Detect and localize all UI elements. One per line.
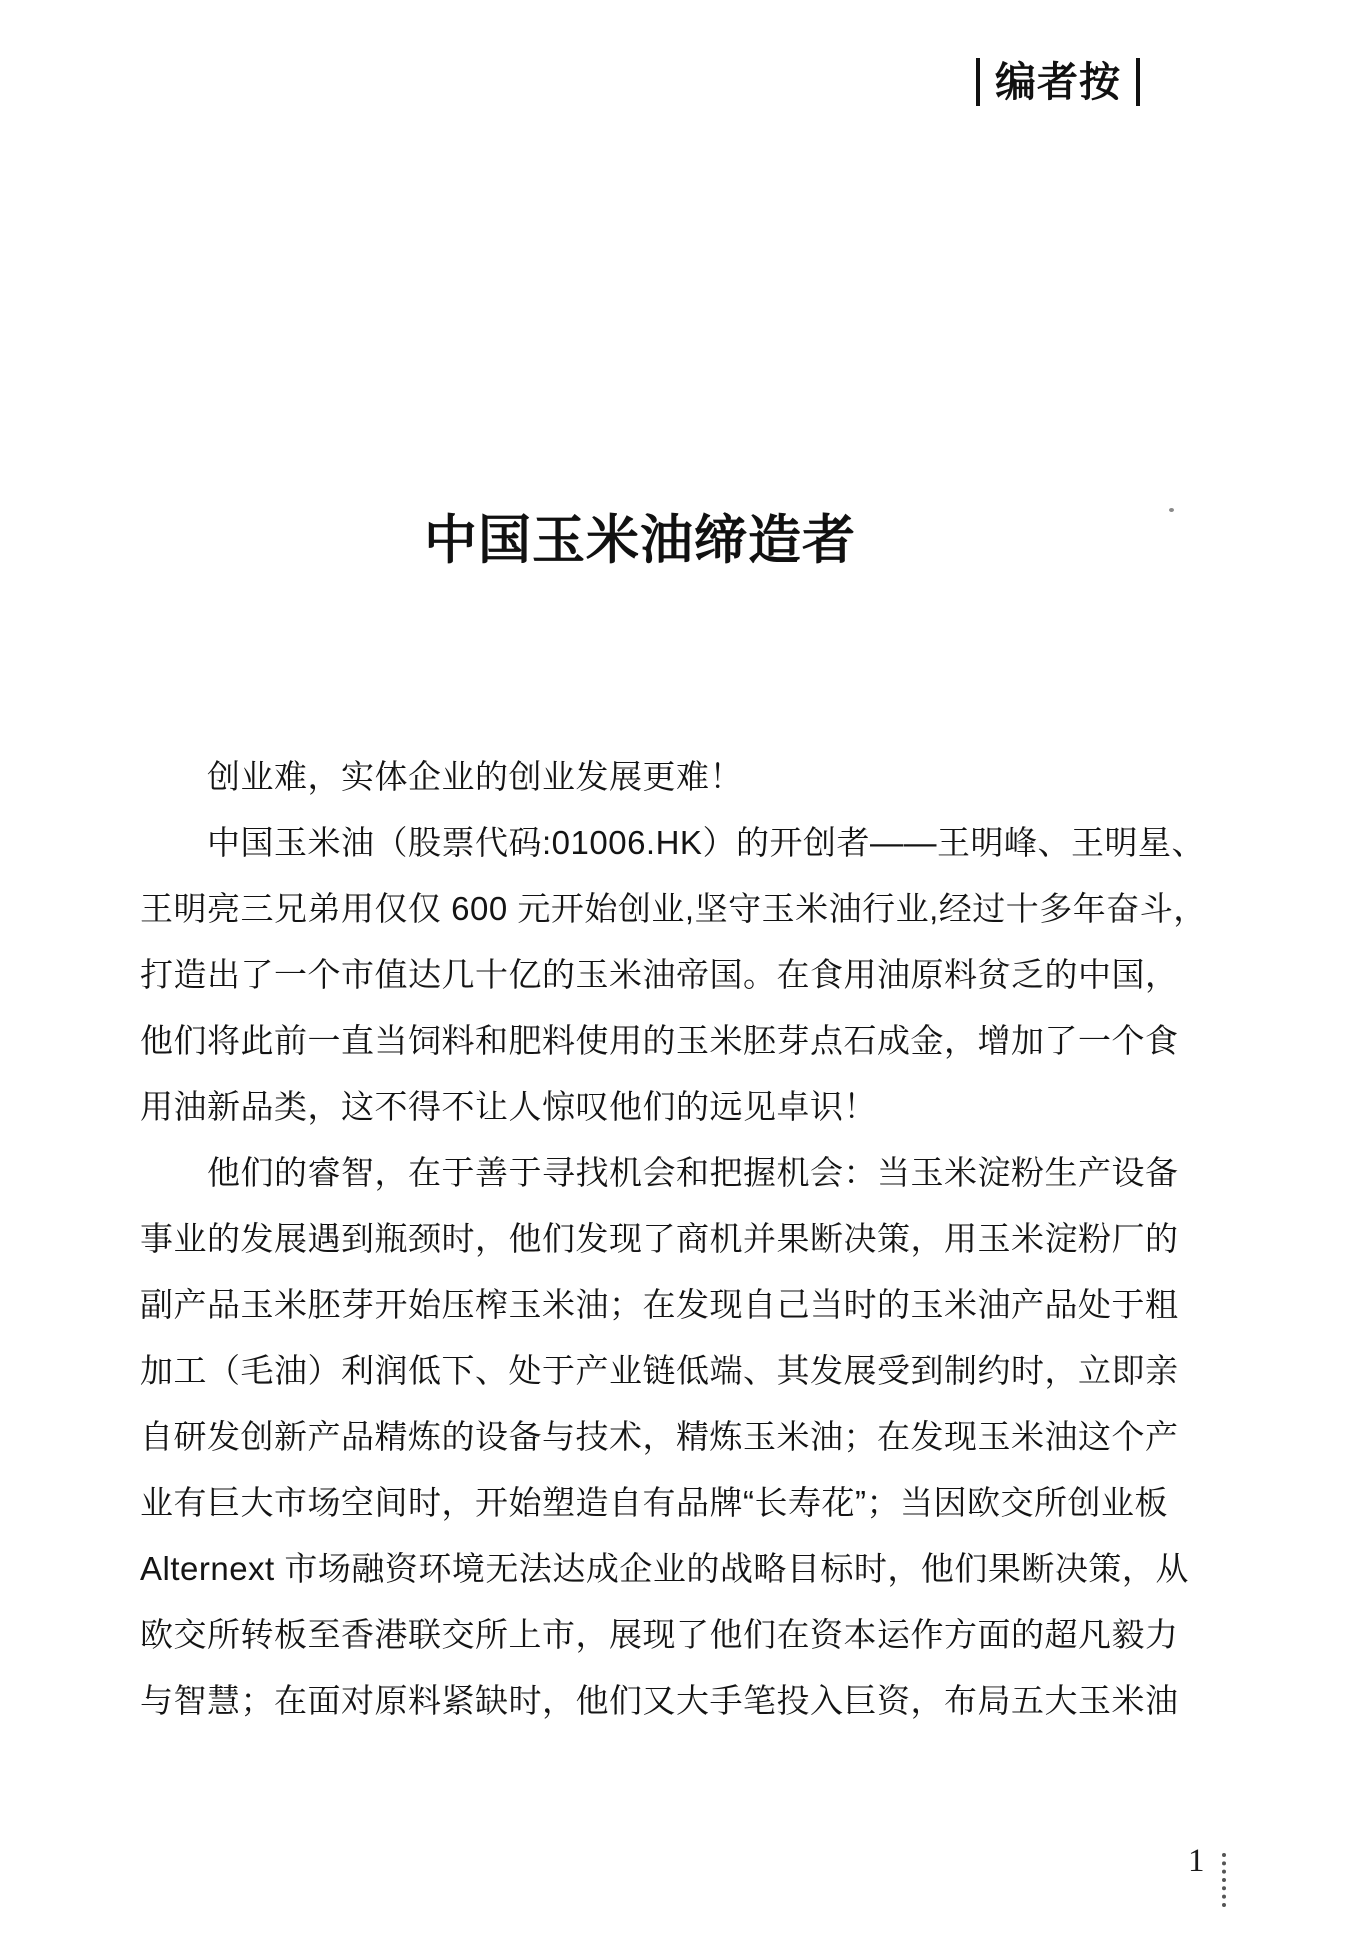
body-line: 他们将此前一直当饲料和肥料使用的玉米胚芽点石成金，增加了一个食 bbox=[140, 1022, 1179, 1059]
scan-artifact-dot bbox=[1169, 508, 1174, 512]
page-number: 1 bbox=[1188, 1843, 1205, 1879]
header-right-bar bbox=[1136, 58, 1140, 106]
body-line: 他们的睿智，在于善于寻找机会和把握机会：当玉米淀粉生产设备 bbox=[207, 1154, 1179, 1191]
body-line: 中国玉米油（股票代码:01006.HK）的开创者——王明峰、王明星、 bbox=[207, 824, 1205, 861]
editors-note-label: 编者按 bbox=[995, 59, 1121, 105]
body-line: 用油新品类，这不得不让人惊叹他们的远见卓识！ bbox=[140, 1088, 877, 1125]
body-line: 欧交所转板至香港联交所上市，展现了他们在资本运作方面的超凡毅力 bbox=[140, 1616, 1179, 1653]
body-text bbox=[140, 744, 1207, 1734]
body-line: 打造出了一个市值达几十亿的玉米油帝国。在食用油原料贫乏的中国， bbox=[140, 956, 1179, 993]
body-line: 事业的发展遇到瓶颈时，他们发现了商机并果断决策，用玉米淀粉厂的 bbox=[140, 1220, 1179, 1257]
body-line: 与智慧；在面对原料紧缺时，他们又大手笔投入巨资，布局五大玉米油 bbox=[140, 1682, 1179, 1719]
body-line: Alternext 市场融资环境无法达成企业的战略目标时，他们果断决策，从 bbox=[140, 1550, 1189, 1587]
footer-dotted-rule bbox=[1222, 1853, 1226, 1907]
body-line: 业有巨大市场空间时，开始塑造自有品牌“长寿花”；当因欧交所创业板 bbox=[140, 1484, 1168, 1521]
chapter-title: 中国玉米油缔造者 bbox=[424, 511, 856, 570]
editors-note-header bbox=[976, 58, 1140, 106]
body-line: 创业难，实体企业的创业发展更难！ bbox=[207, 758, 743, 795]
body-line: 副产品玉米胚芽开始压榨玉米油；在发现自己当时的玉米油产品处于粗 bbox=[140, 1286, 1179, 1323]
body-line: 王明亮三兄弟用仅仅 600 元开始创业,坚守玉米油行业,经过十多年奋斗， bbox=[140, 890, 1207, 927]
body-line: 自研发创新产品精炼的设备与技术，精炼玉米油；在发现玉米油这个产 bbox=[140, 1418, 1179, 1455]
header-left-bar bbox=[976, 58, 980, 106]
body-line: 加工（毛油）利润低下、处于产业链低端、其发展受到制约时，立即亲 bbox=[140, 1352, 1179, 1389]
